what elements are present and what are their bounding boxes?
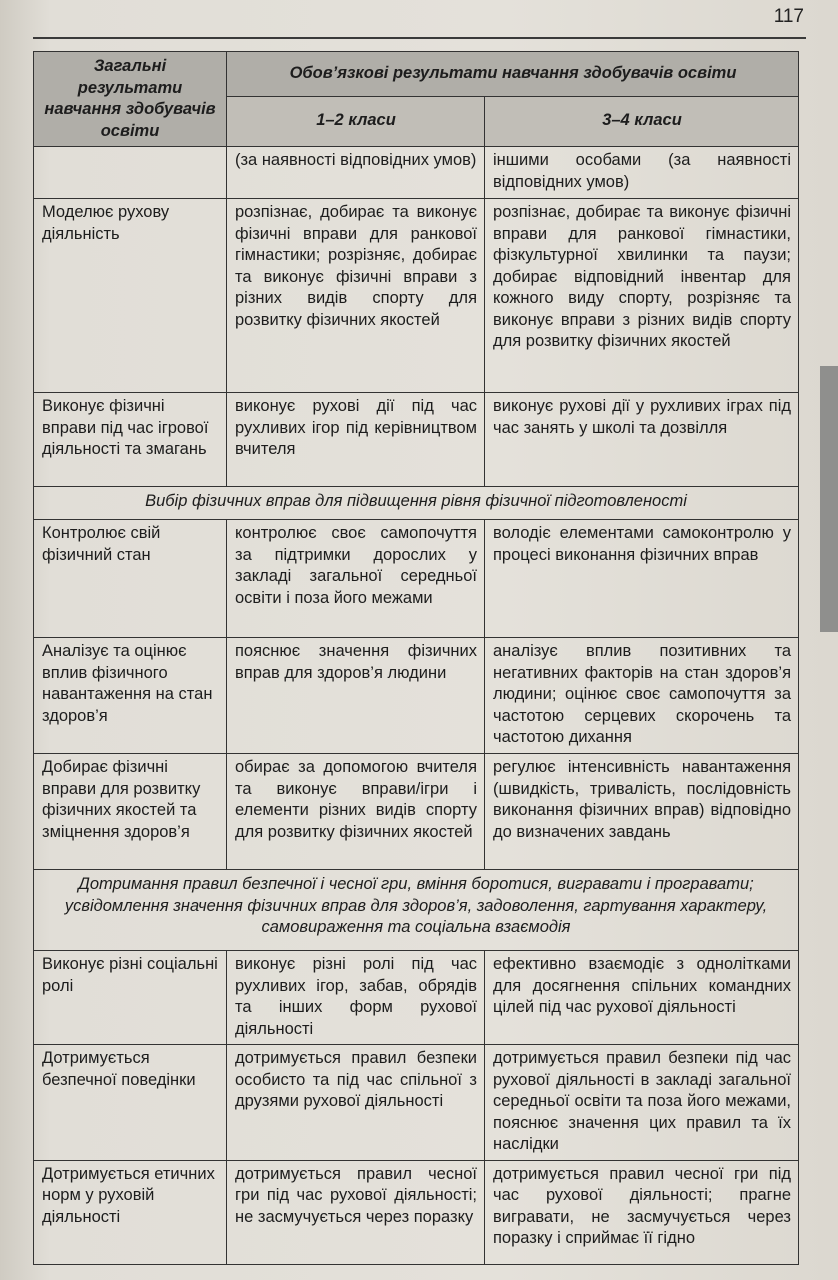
table-row [34,147,799,199]
section-row [34,870,799,951]
row-result-grades-1-2: виконує рухові дії під час рухливих ігор під керівництвом вчителя [227,393,485,487]
table-row [34,754,799,870]
section-row [34,487,799,520]
row-result-grades-3-4: розпізнає, добирає та виконує фізичні вправи для ранкової гімнастики, фізкультурної хвилинки та паузи; добирає відповідний інвентар для кожного виду спорту, розрізняє та виконує вправи з різних видів спорту для розвитку фізичних якостей [485,199,799,393]
row-general-result: Дотримується етичних норм у руховій діяльності [34,1160,227,1264]
row-result-grades-3-4: виконує рухові дії у рухливих іграх під час занять у школі та дозвілля [485,393,799,487]
row-result-grades-3-4: регулює інтенсивність навантаження (швидкість, тривалість, послідовність виконання фізичних вправ) відповідно до визначених завдань [485,754,799,870]
table-row [34,1160,799,1264]
row-result-grades-1-2: обирає за допомогою вчителя та виконує вправи/ігри і елементи різних видів спорту для розвитку фізичних якостей [227,754,485,870]
row-general-result: Дотримується безпечної поведінки [34,1045,227,1161]
table-row [34,393,799,487]
row-result-grades-3-4: іншими особами (за наявності відповідних умов) [485,147,799,199]
learning-outcomes-table [33,51,799,1265]
row-result-grades-1-2: дотримується правил безпеки особисто та під час спільної з друзями рухової діяльності [227,1045,485,1161]
row-general-result: Добирає фізичні вправи для розвитку фізичних якостей та зміцнення здоров’я [34,754,227,870]
row-result-grades-3-4: володіє елементами самоконтролю у процесі виконання фізичних вправ [485,520,799,638]
row-result-grades-1-2: пояснює значення фізичних вправ для здоров’я людини [227,638,485,754]
row-result-grades-1-2: контролює своє самопочуття за підтримки дорослих у закладі загальної середньої освіти і поза його межами [227,520,485,638]
row-result-grades-3-4: дотримується правил безпеки під час рухової діяльності в закладі загальної середньої освіти та поза його межами, пояснює значення цих правил та їх наслідки [485,1045,799,1161]
header-mandatory-results: Обов’язкові результати навчання здобувачів освіти [227,52,799,97]
row-general-result [34,147,227,199]
section-title: Вибір фізичних вправ для підвищення рівня фізичної підготовленості [34,487,799,520]
row-general-result: Моделює рухову діяльність [34,199,227,393]
table-row [34,520,799,638]
table-row [34,199,799,393]
row-general-result: Виконує різні соціальні ролі [34,951,227,1045]
table-row [34,1045,799,1161]
header-grades-1-2: 1–2 класи [227,97,485,147]
row-general-result: Виконує фізичні вправи під час ігрової діяльності та змагань [34,393,227,487]
row-result-grades-1-2: розпізнає, добирає та виконує фізичні вправи для ранкової гімнастики; розрізняє, добирає та виконує фізичні вправи з різних видів спорту для розвитку фізичних якостей [227,199,485,393]
row-result-grades-3-4: дотримується правил чесної гри під час рухової діяльності; прагне вигравати, не засмучується через поразку і сприймає її гідно [485,1160,799,1264]
table-row [34,638,799,754]
section-title: Дотримання правил безпечної і чесної гри, вміння боротися, вигравати і програвати; усвідомлення значення фізичних вправ для здоров’я, задоволення, гартування характеру, самовираження та соціальна взаємодія [34,870,799,951]
row-result-grades-1-2: (за наявності відповідних умов) [227,147,485,199]
row-result-grades-1-2: виконує різні ролі під час рухливих ігор, забав, обрядів та інших форм рухової діяльності [227,951,485,1045]
table-row [34,951,799,1045]
header-rule [33,37,806,39]
row-result-grades-3-4: ефективно взаємодіє з однолітками для досягнення спільних командних цілей під час рухової діяльності [485,951,799,1045]
row-general-result: Аналізує та оцінює вплив фізичного навантаження на стан здоров’я [34,638,227,754]
page-number: 117 [773,6,804,27]
row-general-result: Контролює свій фізичний стан [34,520,227,638]
row-result-grades-3-4: аналізує вплив позитивних та негативних факторів на стан здоров’я людини; оцінює своє самопочуття за частотою серцевих скорочень та частотою дихання [485,638,799,754]
header-grades-3-4: 3–4 класи [485,97,799,147]
header-general-results: Загальні результати навчання здобувачів освіти [34,52,227,147]
thumb-index-tab [820,366,838,632]
row-result-grades-1-2: дотримується правил чесної гри під час рухової діяльності; не засмучується через поразку [227,1160,485,1264]
